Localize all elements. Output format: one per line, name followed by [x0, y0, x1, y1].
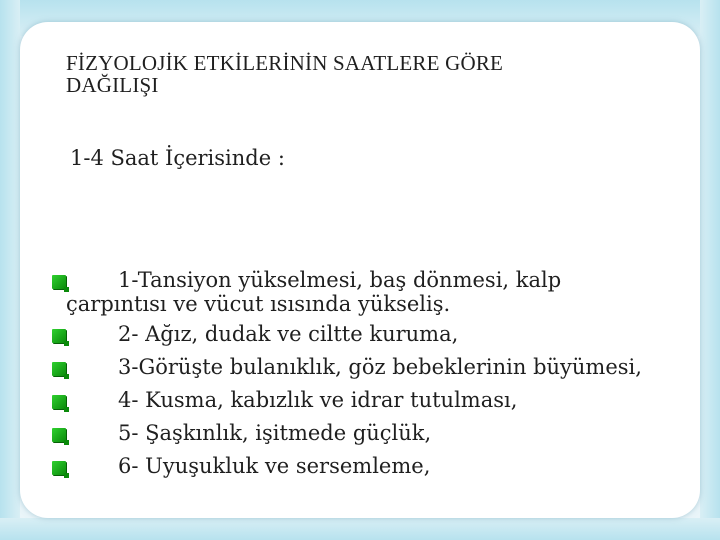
list-item — [0, 386, 720, 416]
list-item — [0, 419, 720, 449]
title-line-1: FİZYOLOJİK ETKİLERİNİN SAATLERE GÖRE — [66, 51, 504, 75]
list-item-text: 2- Ağız, dudak ve ciltte kuruma, — [118, 322, 459, 346]
green-square-bullet-icon — [52, 329, 66, 343]
title-line-2: DAĞILIŞI — [66, 73, 159, 97]
list-item — [0, 320, 720, 350]
list-item-text: 6- Uyuşukluk ve sersemleme, — [118, 454, 431, 478]
green-square-bullet-icon — [52, 428, 66, 442]
list-item-text: 5- Şaşkınlık, işitmede güçlük, — [118, 421, 432, 445]
green-square-bullet-icon — [52, 461, 66, 475]
list-item-text: 3-Görüşte bulanıklık, göz bebeklerinin büyümesi, — [118, 355, 642, 379]
list-item — [0, 452, 720, 482]
bottom-border-band — [0, 518, 720, 540]
green-square-bullet-icon — [52, 395, 66, 409]
green-square-bullet-icon — [52, 275, 66, 289]
list-item-text: çarpıntısı ve vücut ısısında yükseliş. — [66, 292, 451, 316]
slide-title — [66, 52, 666, 96]
slide-subtitle: 1-4 Saat İçerisinde : — [70, 146, 285, 170]
list-item — [0, 353, 720, 383]
green-square-bullet-icon — [52, 362, 66, 376]
list-item-text: 4- Kusma, kabızlık ve idrar tutulması, — [118, 388, 518, 412]
list-item-continuation — [0, 290, 720, 320]
list-item-text: 1-Tansiyon yükselmesi, baş dönmesi, kalp — [118, 268, 562, 292]
